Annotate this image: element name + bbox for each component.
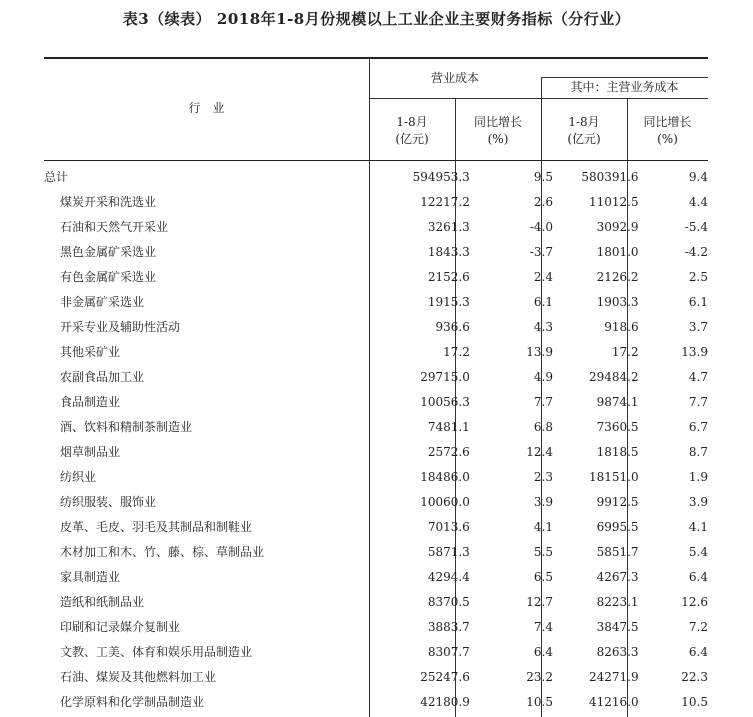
- table-row: [44, 589, 708, 614]
- main-cost-value-cell: 9912.5: [596, 494, 639, 509]
- table-row: [44, 189, 708, 214]
- header-growth-label: 同比增长: [473, 115, 522, 129]
- cost-growth-cell: 13.9: [526, 344, 553, 359]
- cost-value-cell: 7481.1: [427, 419, 470, 434]
- table-row: [44, 214, 708, 239]
- cost-growth-cell: 12.4: [526, 444, 553, 459]
- table-row: [44, 339, 708, 364]
- main-cost-value-cell: 2126.2: [596, 269, 639, 284]
- table-row: [44, 614, 708, 639]
- cost-growth-cell: 2.6: [533, 194, 553, 209]
- industry-name-cell: 石油和天然气开采业: [60, 220, 169, 234]
- main-cost-value-cell: 8223.1: [596, 594, 639, 609]
- industry-name-cell: 皮革、毛皮、羽毛及其制品和制鞋业: [60, 520, 253, 534]
- table-row: [44, 389, 708, 414]
- header-main-business-cost: 其中：主营业务成本: [570, 80, 679, 94]
- cost-value-cell: 8307.7: [427, 644, 470, 659]
- cost-value-cell: 936.6: [435, 319, 470, 334]
- main-cost-value-cell: 1801.0: [596, 244, 639, 259]
- main-cost-value-cell: 918.6: [604, 319, 639, 334]
- table-row: [44, 364, 708, 389]
- cost-growth-cell: 6.4: [533, 644, 553, 659]
- cost-growth-cell: 6.8: [533, 419, 553, 434]
- industry-name-cell: 开采专业及辅助性活动: [60, 320, 181, 334]
- industry-name-cell: 印刷和记录媒介复制业: [60, 620, 181, 634]
- main-cost-growth-cell: 13.9: [681, 344, 708, 359]
- main-cost-growth-cell: 3.9: [688, 494, 708, 509]
- industry-name-cell: 有色金属矿采选业: [60, 270, 157, 284]
- cost-value-cell: 10060.0: [420, 494, 470, 509]
- industry-name-cell: 木材加工和木、竹、藤、棕、草制品业: [60, 545, 265, 559]
- main-cost-growth-cell: 6.4: [688, 569, 708, 584]
- cost-growth-cell: 4.1: [533, 519, 553, 534]
- cost-growth-cell: 5.5: [533, 544, 553, 559]
- main-cost-value-cell: 17.2: [611, 344, 639, 359]
- main-cost-value-cell: 29484.2: [588, 369, 639, 384]
- main-cost-growth-cell: 10.5: [681, 694, 708, 709]
- main-cost-growth-cell: 8.7: [688, 444, 708, 459]
- industry-name-cell: 煤炭开采和洗选业: [60, 195, 157, 209]
- header-unit-label: (亿元): [395, 132, 429, 146]
- cost-value-cell: 3883.7: [427, 619, 470, 634]
- header-growth-1: [455, 114, 541, 148]
- table-row: [44, 314, 708, 339]
- main-cost-growth-cell: 3.7: [688, 319, 708, 334]
- cost-growth-cell: 6.5: [533, 569, 553, 584]
- cost-growth-cell: 6.1: [533, 294, 553, 309]
- industry-name-cell: 农副食品加工业: [60, 370, 145, 384]
- table-row: [44, 414, 708, 439]
- industry-name-cell: 酒、饮料和精制茶制造业: [60, 420, 193, 434]
- header-growth-2: [627, 114, 708, 148]
- table-row: [44, 664, 708, 689]
- table-row: [44, 289, 708, 314]
- main-cost-growth-cell: 7.2: [688, 619, 708, 634]
- main-cost-growth-cell: 6.1: [688, 294, 708, 309]
- cost-value-cell: 3261.3: [427, 219, 470, 234]
- industry-name-cell: 总计: [44, 170, 69, 184]
- main-cost-value-cell: 4267.3: [596, 569, 639, 584]
- cost-value-cell: 10056.3: [420, 394, 470, 409]
- industry-name-cell: 纺织业: [60, 470, 97, 484]
- main-cost-growth-cell: 5.4: [688, 544, 708, 559]
- main-cost-growth-cell: 6.4: [688, 644, 708, 659]
- main-cost-growth-cell: 2.5: [688, 269, 708, 284]
- industry-name-cell: 其他采矿业: [60, 345, 121, 359]
- cost-growth-cell: 4.3: [533, 319, 553, 334]
- cost-growth-cell: 9.5: [533, 169, 553, 184]
- page-title: 表3（续表） 2018年1-8月份规模以上工业企业主要财务指标（分行业）: [122, 10, 631, 28]
- cost-value-cell: 8370.5: [427, 594, 470, 609]
- cost-value-cell: 4294.4: [427, 569, 470, 584]
- main-cost-growth-cell: 4.7: [688, 369, 708, 384]
- main-cost-value-cell: 24271.9: [588, 669, 639, 684]
- cost-growth-cell: 7.4: [533, 619, 553, 634]
- cost-growth-cell: -4.0: [529, 219, 553, 234]
- header-divider: [541, 77, 708, 78]
- header-operating-cost: 营业成本: [430, 71, 479, 85]
- cost-value-cell: 42180.9: [420, 694, 470, 709]
- table-row: [44, 489, 708, 514]
- main-cost-value-cell: 580391.6: [581, 169, 639, 184]
- main-cost-value-cell: 9874.1: [596, 394, 639, 409]
- main-cost-value-cell: 1818.5: [596, 444, 639, 459]
- main-cost-value-cell: 1903.3: [596, 294, 639, 309]
- cost-value-cell: 7013.6: [427, 519, 470, 534]
- main-cost-value-cell: 6995.5: [596, 519, 639, 534]
- table-row: [44, 464, 708, 489]
- cost-growth-cell: 2.4: [533, 269, 553, 284]
- header-industry: 行 业: [188, 101, 225, 115]
- header-period-label: 1-8月: [568, 115, 600, 129]
- table-row: [44, 239, 708, 264]
- table-row: [44, 164, 708, 189]
- cost-growth-cell: 7.7: [533, 394, 553, 409]
- main-cost-growth-cell: 4.1: [688, 519, 708, 534]
- main-cost-value-cell: 11012.5: [588, 194, 639, 209]
- cost-growth-cell: 4.9: [533, 369, 553, 384]
- main-cost-value-cell: 3847.5: [596, 619, 639, 634]
- industry-name-cell: 石油、煤炭及其他燃料加工业: [60, 670, 217, 684]
- cost-growth-cell: 3.9: [533, 494, 553, 509]
- header-divider: [369, 98, 708, 99]
- industry-name-cell: 家具制造业: [60, 570, 121, 584]
- header-pct-label: (%): [487, 132, 509, 146]
- cost-value-cell: 17.2: [443, 344, 470, 359]
- table-row: [44, 564, 708, 589]
- cost-value-cell: 18486.0: [420, 469, 470, 484]
- header-period-2: [541, 114, 627, 148]
- cost-growth-cell: 12.7: [526, 594, 553, 609]
- main-cost-growth-cell: 12.6: [681, 594, 708, 609]
- header-period-label: 1-8月: [396, 115, 428, 129]
- main-cost-value-cell: 7360.5: [596, 419, 639, 434]
- cost-value-cell: 29715.0: [420, 369, 470, 384]
- main-cost-growth-cell: -4.2: [684, 244, 708, 259]
- main-cost-value-cell: 41216.0: [588, 694, 639, 709]
- industry-name-cell: 纺织服装、服饰业: [60, 495, 157, 509]
- main-cost-growth-cell: 4.4: [688, 194, 708, 209]
- cost-growth-cell: -3.7: [529, 244, 553, 259]
- industry-name-cell: 烟草制品业: [60, 445, 121, 459]
- table-row: [44, 639, 708, 664]
- industry-name-cell: 食品制造业: [60, 395, 121, 409]
- main-cost-value-cell: 18151.0: [588, 469, 639, 484]
- header-bottom-rule: [44, 160, 708, 161]
- cost-value-cell: 1843.3: [427, 244, 470, 259]
- cost-value-cell: 2152.6: [427, 269, 470, 284]
- industry-name-cell: 非金属矿采选业: [60, 295, 145, 309]
- main-cost-growth-cell: 22.3: [681, 669, 708, 684]
- main-cost-growth-cell: 1.9: [688, 469, 708, 484]
- main-cost-growth-cell: -5.4: [684, 219, 708, 234]
- cost-growth-cell: 23.2: [526, 669, 553, 684]
- table-top-rule: [44, 57, 708, 59]
- table-row: [44, 264, 708, 289]
- header-growth-label: 同比增长: [643, 115, 692, 129]
- main-cost-value-cell: 8263.3: [596, 644, 639, 659]
- main-cost-value-cell: 3092.9: [596, 219, 639, 234]
- header-period-1: [369, 114, 455, 148]
- cost-value-cell: 12217.2: [420, 194, 470, 209]
- header-unit-label: (亿元): [567, 132, 601, 146]
- data-table: [44, 164, 708, 714]
- table-row: [44, 514, 708, 539]
- cost-value-cell: 1915.3: [427, 294, 470, 309]
- cost-growth-cell: 10.5: [526, 694, 553, 709]
- cost-growth-cell: 2.3: [533, 469, 553, 484]
- main-cost-growth-cell: 6.7: [688, 419, 708, 434]
- industry-name-cell: 化学原料和化学制品制造业: [60, 695, 205, 709]
- cost-value-cell: 5871.3: [427, 544, 470, 559]
- table-row: [44, 439, 708, 464]
- main-cost-growth-cell: 7.7: [688, 394, 708, 409]
- cost-value-cell: 25247.6: [420, 669, 470, 684]
- cost-value-cell: 2572.6: [427, 444, 470, 459]
- cost-value-cell: 594953.3: [412, 169, 470, 184]
- industry-name-cell: 黑色金属矿采选业: [60, 245, 157, 259]
- table-row: [44, 689, 708, 714]
- table-row: [44, 539, 708, 564]
- industry-name-cell: 造纸和纸制品业: [60, 595, 145, 609]
- main-cost-value-cell: 5851.7: [596, 544, 639, 559]
- main-cost-growth-cell: 9.4: [688, 169, 708, 184]
- industry-name-cell: 文教、工美、体育和娱乐用品制造业: [60, 645, 253, 659]
- header-pct-label: (%): [657, 132, 678, 146]
